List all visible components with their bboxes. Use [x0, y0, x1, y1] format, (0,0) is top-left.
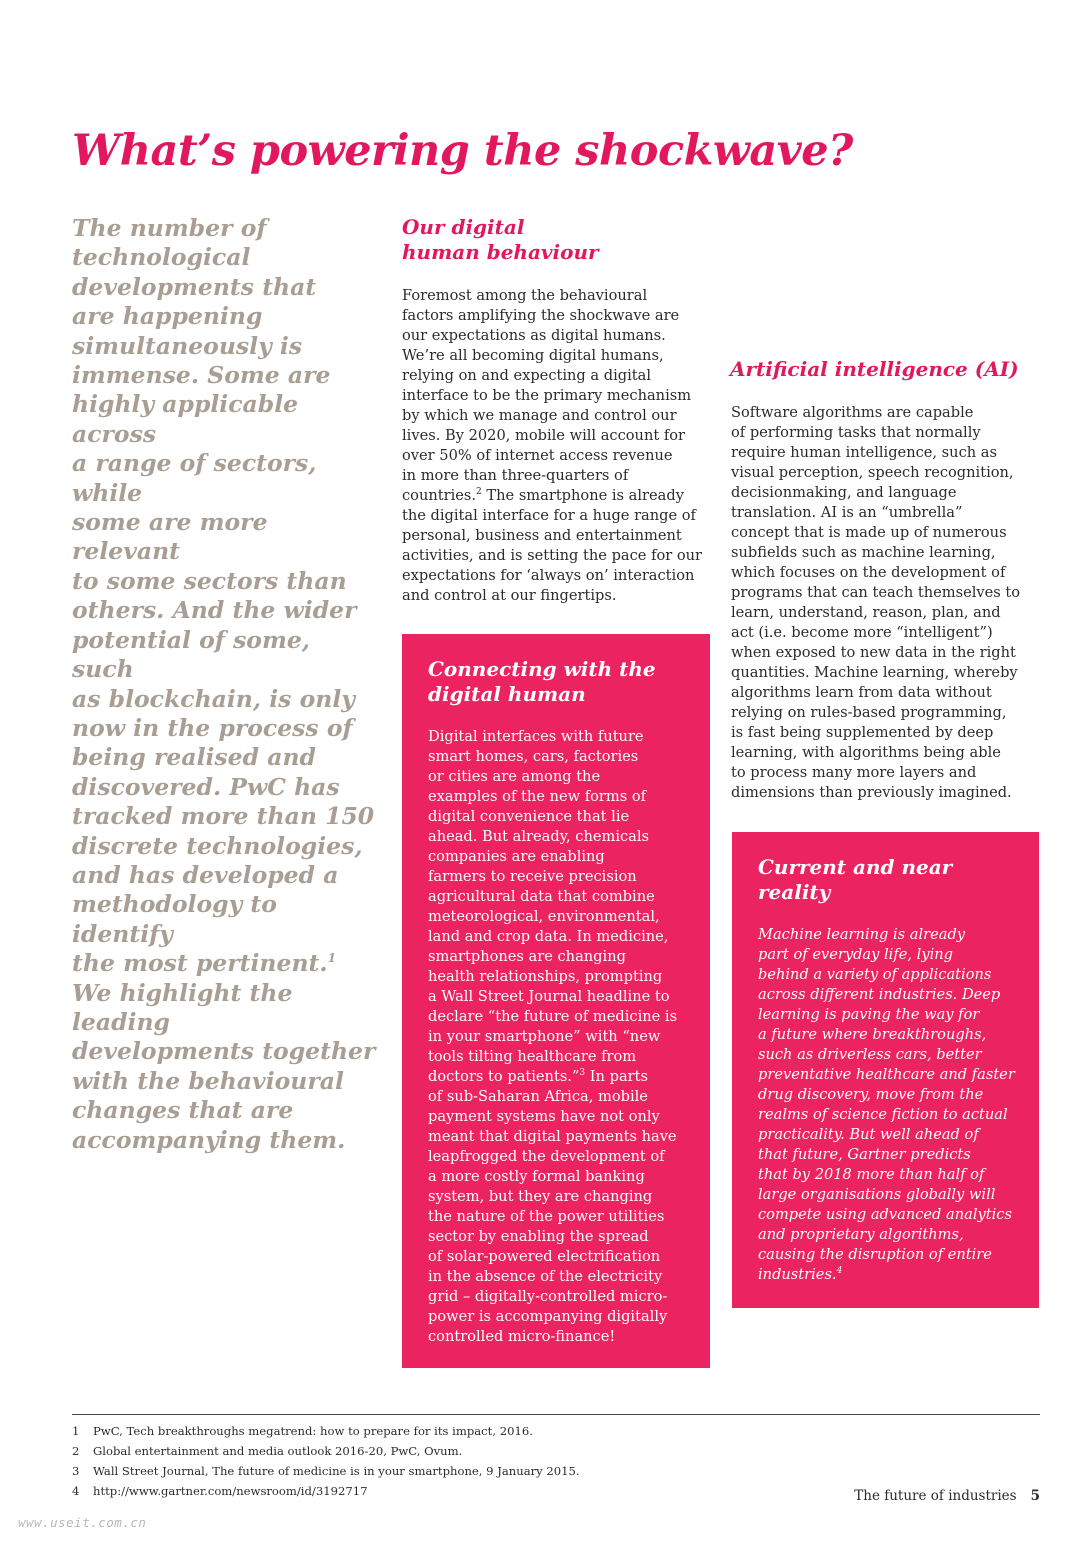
callout-box-current-reality	[732, 832, 1039, 1308]
line-text: tracked more than 150	[72, 802, 375, 831]
text-line	[428, 1267, 703, 1287]
text-line	[428, 727, 703, 747]
footnote-number: 2	[72, 1444, 80, 1458]
line-text: translation. AI is an “umbrella”	[731, 504, 963, 521]
text-line	[758, 1025, 1033, 1045]
text-line	[758, 1185, 1033, 1205]
line-text: large organisations globally will	[758, 1186, 996, 1203]
text-line	[402, 466, 712, 486]
text-line	[402, 566, 712, 586]
line-text: learning is paving the way for	[758, 1006, 980, 1023]
line-text: and control at our fingertips.	[402, 587, 617, 604]
line-text: preventative healthcare and faster	[758, 1066, 1015, 1083]
line-text: companies are enabling	[428, 848, 605, 865]
line-text: are happening	[72, 302, 263, 331]
text-line	[72, 1037, 377, 1066]
text-line	[72, 214, 377, 243]
text-line	[72, 773, 377, 802]
callout-box-connecting	[402, 634, 710, 1368]
footnote-item	[72, 1421, 580, 1441]
footnote-text: Wall Street Journal, The future of medicine is in your smartphone, 9 January 2015.	[93, 1464, 580, 1478]
text-line	[758, 1145, 1033, 1165]
line-text: Machine learning is already	[758, 926, 966, 943]
text-line	[72, 890, 377, 949]
text-line	[402, 326, 712, 346]
line-text: being realised and	[72, 743, 316, 772]
line-text: highly applicable across	[72, 390, 299, 448]
line-text: expectations for ‘always on’ interaction	[402, 567, 695, 584]
text-line	[428, 1107, 703, 1127]
text-line	[402, 346, 712, 366]
text-line	[758, 1125, 1033, 1145]
text-line	[428, 827, 703, 847]
text-line	[428, 1047, 703, 1067]
line-text: discrete technologies,	[72, 831, 363, 860]
text-line	[72, 273, 377, 302]
text-line	[402, 526, 712, 546]
line-text: decisionmaking, and language	[731, 484, 957, 501]
line-text: of sub-Saharan Africa, mobile	[428, 1088, 648, 1105]
text-line	[731, 563, 1031, 583]
text-line	[72, 714, 377, 743]
line-text: concept that is made up of numerous	[731, 524, 1007, 541]
footnote-divider	[72, 1414, 1040, 1415]
line-text: power is accompanying digitally	[428, 1308, 668, 1325]
line-text: discovered. PwC has	[72, 772, 340, 801]
line-text: realms of science fiction to actual	[758, 1106, 1008, 1123]
line-text: grid – digitally-controlled micro-	[428, 1288, 668, 1305]
text-line	[758, 1045, 1033, 1065]
section-heading-digital-human	[402, 215, 599, 265]
line-text: developments together	[72, 1037, 376, 1066]
footnote-text: http://www.gartner.com/newsroom/id/3192717	[93, 1484, 368, 1498]
line-text: changes that are	[72, 1096, 294, 1125]
heading-line: Connecting with the	[428, 657, 656, 681]
text-line	[402, 486, 712, 506]
text-line	[731, 463, 1031, 483]
text-line	[428, 947, 703, 967]
line-text: controlled micro-finance!	[428, 1328, 616, 1345]
line-text: examples of the new forms of	[428, 788, 647, 805]
section-heading-ai: Artificial intelligence (AI)	[730, 357, 1019, 381]
line-text: leapfrogged the development of	[428, 1148, 665, 1165]
text-line	[72, 508, 377, 567]
page-footer	[854, 1488, 1040, 1504]
text-line	[428, 767, 703, 787]
line-text: payment systems have not only	[428, 1108, 660, 1125]
text-line	[402, 366, 712, 386]
text-line	[731, 523, 1031, 543]
line-text: and has developed a	[72, 860, 339, 889]
footnote-ref: 4	[836, 1266, 843, 1277]
text-line	[72, 743, 377, 772]
text-line	[402, 506, 712, 526]
text-line	[758, 1165, 1033, 1185]
footnote-item	[72, 1481, 580, 1501]
text-line	[731, 423, 1031, 443]
line-text: tools tilting healthcare from	[428, 1048, 637, 1065]
callout-heading	[758, 855, 952, 905]
text-line	[72, 243, 377, 272]
text-line	[731, 503, 1031, 523]
text-line	[758, 1085, 1033, 1105]
line-text: as blockchain, is only	[72, 684, 355, 713]
line-text: others. And the wider	[72, 596, 357, 625]
text-line	[428, 1187, 703, 1207]
line-text: and proprietary algorithms,	[758, 1226, 964, 1243]
text-line	[72, 626, 377, 685]
line-text: in the absence of the electricity	[428, 1268, 663, 1285]
footnote-item	[72, 1441, 580, 1461]
line-text: digital convenience that lie	[428, 808, 630, 825]
text-line	[72, 302, 377, 331]
line-text: with the behavioural	[72, 1066, 344, 1095]
text-line	[428, 1007, 703, 1027]
line-text: The number of	[72, 214, 267, 242]
text-line	[428, 1067, 703, 1087]
line-text: potential of some, such	[72, 625, 310, 684]
text-line	[758, 1005, 1033, 1025]
ai-paragraph	[731, 403, 1031, 803]
text-line	[402, 586, 712, 606]
line-text: accompanying them.	[72, 1125, 346, 1154]
line-text: simultaneously is	[72, 331, 303, 360]
line-text: learn, understand, reason, plan, and	[731, 604, 1001, 621]
line-text: now in the process of	[72, 713, 353, 742]
callout-body	[758, 925, 1033, 1285]
footnote-text: Global entertainment and media outlook 2016-20, PwC, Ovum.	[93, 1444, 463, 1458]
text-line	[72, 861, 377, 890]
line-text: system, but they are changing	[428, 1188, 653, 1205]
line-text: algorithms learn from data without	[731, 684, 992, 701]
line-text: health relationships, prompting	[428, 968, 663, 985]
line-text: dimensions than previously imagined.	[731, 784, 1012, 801]
text-line	[758, 925, 1033, 945]
line-text: We’re all becoming digital humans,	[402, 347, 664, 364]
line-text: compete using advanced analytics	[758, 1206, 1012, 1223]
text-line	[758, 1265, 1033, 1285]
text-line	[72, 596, 377, 625]
text-line	[72, 567, 377, 596]
line-text: ahead. But already, chemicals	[428, 828, 650, 845]
text-line	[731, 443, 1031, 463]
line-text: land and crop data. In medicine,	[428, 928, 669, 945]
text-line	[402, 306, 712, 326]
text-line	[731, 643, 1031, 663]
line-text: of performing tasks that normally	[731, 424, 981, 441]
line-text: is fast being supplemented by deep	[731, 724, 994, 741]
line-text: We highlight the leading	[72, 978, 293, 1036]
heading-line: Our digital	[402, 215, 525, 239]
watermark: www.useit.com.cn	[18, 1515, 147, 1530]
line-text: industries.	[758, 1266, 837, 1283]
line-text: The smartphone is already	[481, 487, 684, 504]
text-line	[428, 847, 703, 867]
text-line	[428, 1307, 703, 1327]
line-text: relying on rules-based programming,	[731, 704, 1007, 721]
text-line	[428, 927, 703, 947]
callout-heading	[428, 657, 656, 707]
text-line	[731, 603, 1031, 623]
line-text: In parts	[585, 1068, 648, 1085]
text-line	[731, 763, 1031, 783]
text-line	[758, 985, 1033, 1005]
text-line	[731, 743, 1031, 763]
text-line	[428, 747, 703, 767]
line-text: in more than three-quarters of	[402, 467, 629, 484]
text-line	[731, 783, 1031, 803]
text-line	[72, 1126, 377, 1155]
line-text: the nature of the power utilities	[428, 1208, 665, 1225]
text-line	[758, 965, 1033, 985]
text-line	[402, 286, 712, 306]
text-line	[731, 703, 1031, 723]
line-text: to some sectors than	[72, 566, 347, 595]
heading-line: digital human	[428, 682, 586, 706]
text-line	[402, 546, 712, 566]
text-line	[72, 832, 377, 861]
line-text: factors amplifying the shockwave are	[402, 307, 680, 324]
line-text: learning, with algorithms being able	[731, 744, 1001, 761]
footnote-ref: 3	[579, 1068, 586, 1079]
line-text: drug discovery, move from the	[758, 1086, 984, 1103]
line-text: lives. By 2020, mobile will account for	[402, 427, 686, 444]
text-line	[72, 361, 377, 390]
text-line	[428, 1227, 703, 1247]
line-text: meteorological, environmental,	[428, 908, 660, 925]
line-text: or cities are among the	[428, 768, 601, 785]
line-text: programs that can teach themselves to	[731, 584, 1021, 601]
text-line	[731, 583, 1031, 603]
line-text: subfields such as machine learning,	[731, 544, 996, 561]
line-text: a future where breakthroughs,	[758, 1026, 987, 1043]
line-text: in your smartphone” with “new	[428, 1028, 661, 1045]
text-line	[428, 987, 703, 1007]
line-text: smart homes, cars, factories	[428, 748, 639, 765]
line-text: doctors to patients.”	[428, 1068, 580, 1085]
text-line	[758, 1225, 1033, 1245]
text-line	[402, 406, 712, 426]
text-line	[428, 1247, 703, 1267]
line-text: that future, Gartner predicts	[758, 1146, 971, 1163]
text-line	[402, 426, 712, 446]
line-text: such as driverless cars, better	[758, 1046, 982, 1063]
text-line	[428, 867, 703, 887]
digital-human-paragraph	[402, 286, 712, 606]
line-text: some are more relevant	[72, 508, 268, 566]
line-text: countries.	[402, 487, 477, 504]
line-text: personal, business and entertainment	[402, 527, 682, 544]
footnote-number: 4	[72, 1484, 80, 1498]
line-text: declare “the future of medicine is	[428, 1008, 678, 1025]
line-text: our expectations as digital humans.	[402, 327, 666, 344]
intro-pullquote	[72, 214, 377, 1155]
text-line	[731, 543, 1031, 563]
line-text: relying on and expecting a digital	[402, 367, 651, 384]
text-line	[731, 483, 1031, 503]
line-text: visual perception, speech recognition,	[731, 464, 1014, 481]
footer-label: The future of industries	[854, 1488, 1017, 1504]
text-line	[72, 949, 377, 978]
line-text: agricultural data that combine	[428, 888, 655, 905]
line-text: immense. Some are	[72, 361, 331, 390]
footnote-number: 3	[72, 1464, 80, 1478]
text-line	[428, 1167, 703, 1187]
line-text: behind a variety of applications	[758, 966, 992, 983]
line-text: quantities. Machine learning, whereby	[731, 664, 1018, 681]
text-line	[731, 623, 1031, 643]
line-text: over 50% of internet access revenue	[402, 447, 673, 464]
text-line	[731, 663, 1031, 683]
text-line	[758, 1205, 1033, 1225]
text-line	[428, 967, 703, 987]
footnote-ref: 2	[476, 487, 482, 498]
text-line	[428, 1327, 703, 1347]
text-line	[428, 1207, 703, 1227]
footnote-number: 1	[72, 1424, 80, 1438]
callout-body	[428, 727, 703, 1347]
text-line	[758, 945, 1033, 965]
line-text: of solar-powered electrification	[428, 1248, 661, 1265]
line-text: that by 2018 more than half of	[758, 1166, 985, 1183]
line-text: which focuses on the development of	[731, 564, 1006, 581]
text-line	[428, 787, 703, 807]
line-text: when exposed to new data in the right	[731, 644, 1016, 661]
line-text: sector by enabling the spread	[428, 1228, 649, 1245]
text-line	[72, 979, 377, 1038]
footnote-item	[72, 1461, 580, 1481]
line-text: developments that	[72, 272, 317, 301]
line-text: the most pertinent.	[72, 949, 328, 978]
line-text: the digital interface for a huge range of	[402, 507, 696, 524]
line-text: Digital interfaces with future	[428, 728, 644, 745]
line-text: require human intelligence, such as	[731, 444, 997, 461]
text-line	[428, 887, 703, 907]
text-line	[428, 1127, 703, 1147]
footnote-ref: 1	[327, 951, 336, 966]
text-line	[758, 1065, 1033, 1085]
text-line	[758, 1105, 1033, 1125]
text-line	[402, 446, 712, 466]
line-text: technological	[72, 243, 251, 272]
line-text: causing the disruption of entire	[758, 1246, 992, 1263]
heading-line: reality	[758, 880, 831, 904]
text-line	[731, 683, 1031, 703]
line-text: meant that digital payments have	[428, 1128, 677, 1145]
page-number: 5	[1030, 1488, 1040, 1504]
text-line	[428, 907, 703, 927]
line-text: a Wall Street Journal headline to	[428, 988, 670, 1005]
text-line	[731, 723, 1031, 743]
footnote-text: PwC, Tech breakthroughs megatrend: how to prepare for its impact, 2016.	[93, 1424, 533, 1438]
footnotes-list	[72, 1421, 580, 1501]
line-text: methodology to identify	[72, 890, 277, 948]
text-line	[72, 685, 377, 714]
line-text: interface to be the primary mechanism	[402, 387, 692, 404]
line-text: practicality. But well ahead of	[758, 1126, 979, 1143]
text-line	[402, 386, 712, 406]
text-line	[428, 1027, 703, 1047]
line-text: a range of sectors, while	[72, 449, 317, 507]
text-line	[72, 1096, 377, 1125]
page-title: What’s powering the shockwave?	[72, 126, 853, 176]
text-line	[72, 1067, 377, 1096]
text-line	[731, 403, 1031, 423]
text-line	[428, 807, 703, 827]
text-line	[72, 449, 377, 508]
line-text: smartphones are changing	[428, 948, 626, 965]
text-line	[72, 802, 377, 831]
line-text: act (i.e. become more “intelligent”)	[731, 624, 993, 641]
line-text: to process many more layers and	[731, 764, 977, 781]
line-text: by which we manage and control our	[402, 407, 677, 424]
line-text: activities, and is setting the pace for our	[402, 547, 703, 564]
text-line	[758, 1245, 1033, 1265]
line-text: across different industries. Deep	[758, 986, 1001, 1003]
text-line	[72, 332, 377, 361]
text-line	[72, 390, 377, 449]
line-text: part of everyday life, lying	[758, 946, 953, 963]
line-text: Foremost among the behavioural	[402, 287, 648, 304]
text-line	[428, 1147, 703, 1167]
line-text: Software algorithms are capable	[731, 404, 974, 421]
text-line	[428, 1287, 703, 1307]
heading-line: human behaviour	[402, 240, 599, 264]
line-text: a more costly formal banking	[428, 1168, 645, 1185]
text-line	[428, 1087, 703, 1107]
line-text: farmers to receive precision	[428, 868, 637, 885]
heading-line: Current and near	[758, 855, 953, 879]
